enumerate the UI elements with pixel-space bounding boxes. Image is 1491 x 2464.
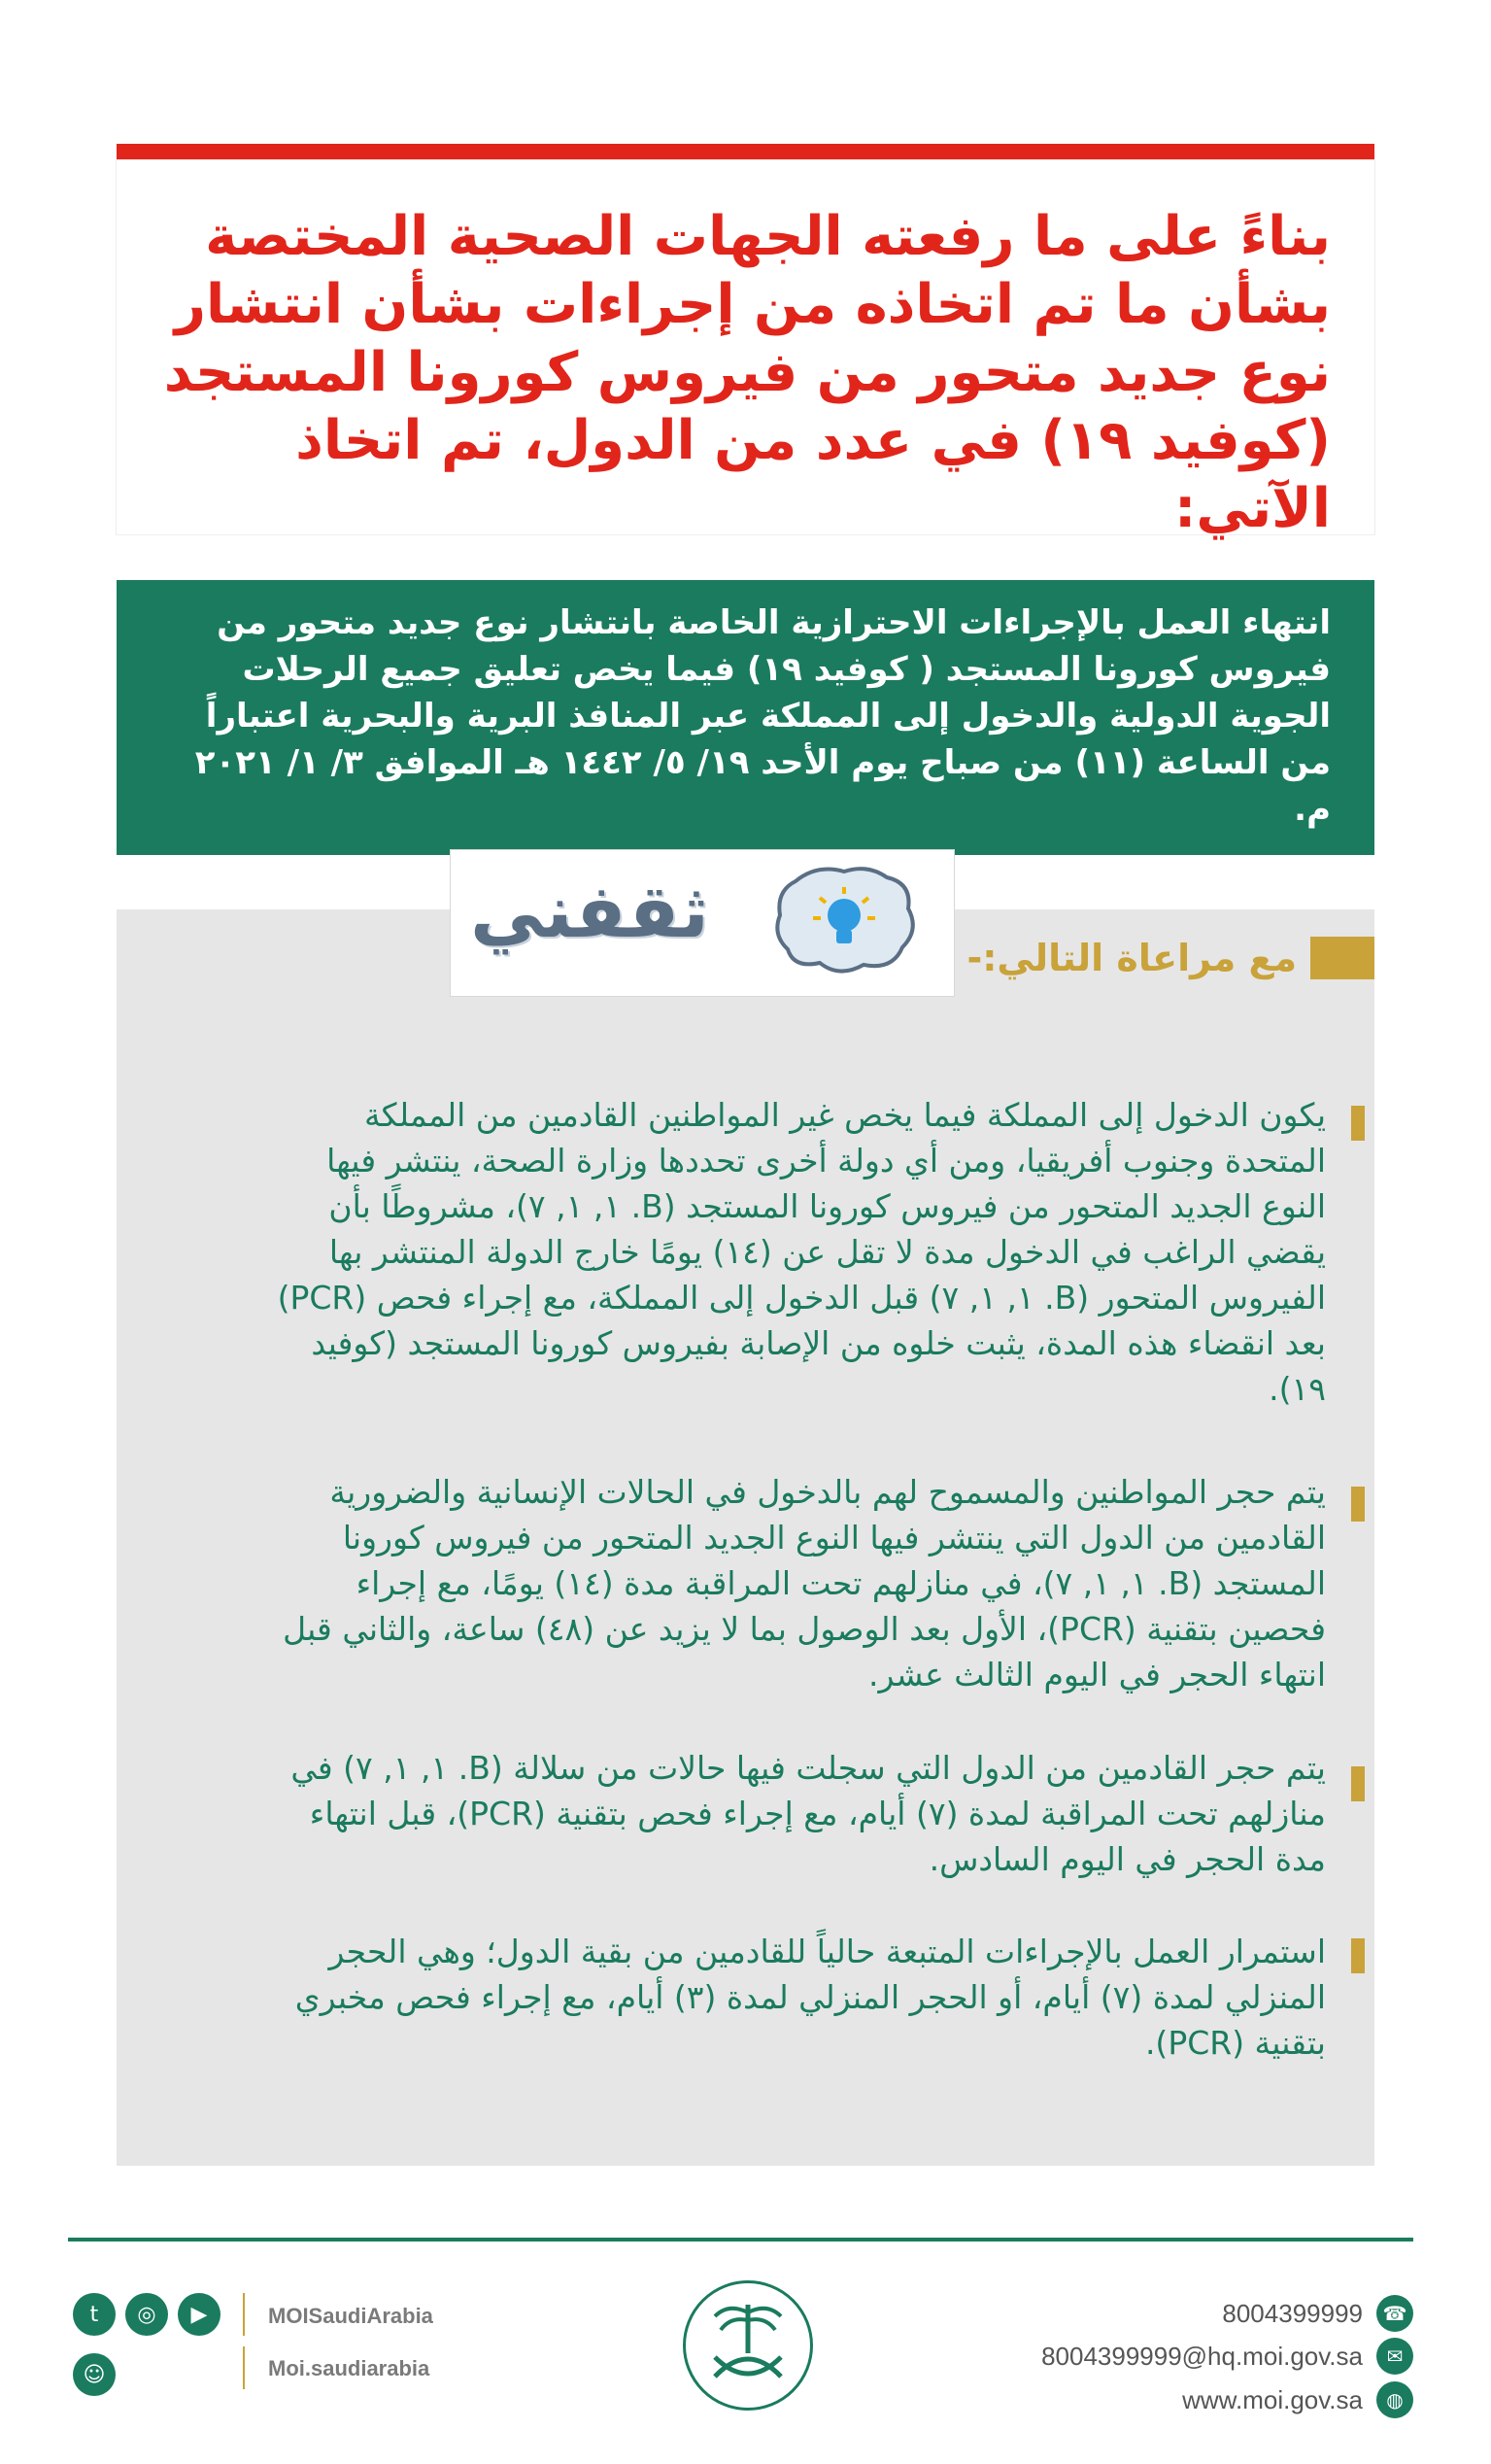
bullet-marker — [1351, 1106, 1365, 1141]
title-card — [117, 160, 1374, 540]
palm-swords-icon — [686, 2283, 810, 2408]
email-icon: ✉ — [1376, 2338, 1413, 2375]
page-title: بناءً على ما رفعته الجهات الصحية المختصة بشأن ما تم اتخاذه من إجراءات بشأن انتشار نوع جديد متحور من فيروس كورونا المستجد (كوفيد ١٩) في عدد من الدول، تم اتخاذ الآتي: — [163, 205, 1331, 540]
social-handle-snapchat[interactable]: Moi.saudiarabia — [268, 2356, 430, 2380]
bullet-item: استمرار العمل بالإجراءات المتبعة حالياً للقادمين من بقية الدول؛ وهي الحجر المنزلي لمدة (٧) أيام، أو الحجر المنزلي لمدة (٣) أيام، مع إجراء فحص مخبري بتقنية (PCR). — [294, 1933, 1326, 2062]
bullet-item: يتم حجر المواطنين والمسموح لهم بالدخول في الحالات الإنسانية والضرورية القادمين من الدول التي ينتشر فيها النوع الجديد المتحور من فيروس كورونا المستجد (B. ١, ١, ٧)، في منازلهم تحت المراقبة مدة (١٤) يومًا، مع إجراء فحصين بتقنية (PCR)، الأول بعد الوصول بما لا يزيد عن (٤٨) ساعة، والثاني قبل انتهاء الحجر في اليوم الثالث عشر. — [283, 1473, 1326, 1694]
announcement-text: انتهاء العمل بالإجراءات الاحترازية الخاصة بانتشار نوع جديد متحور من فيروس كورونا المستجد ( كوفيد ١٩) فيما يخص تعليق جميع الرحلات الجوية الدولية والدخول إلى المملكة عبر المنافذ البرية والبحرية اعتباراً من الساعة (١١) من صباح يوم الأحد ١٩/ ٥/ ١٤٤٢ هـ الموافق ٣/ ١/ ٢٠٢١ م. — [194, 603, 1331, 829]
twitter-icon[interactable]: t — [73, 2293, 116, 2336]
divider — [243, 2346, 245, 2389]
phone-number[interactable]: 8004399999 — [1222, 2298, 1363, 2328]
website-url[interactable]: www.moi.gov.sa — [1182, 2384, 1363, 2414]
announcement-banner — [117, 580, 1374, 855]
contact-email[interactable] — [1041, 2338, 1413, 2375]
social-handle-main[interactable]: MOISaudiArabia — [268, 2304, 433, 2328]
globe-icon: ◍ — [1376, 2381, 1413, 2418]
lightbulb-icon — [766, 862, 922, 980]
social-links — [73, 2293, 248, 2413]
phone-icon: ☎ — [1376, 2295, 1413, 2332]
contact-phone[interactable] — [1222, 2295, 1413, 2332]
bullet-marker — [1351, 1766, 1365, 1801]
footer-divider — [68, 2238, 1413, 2242]
section-heading — [966, 931, 1374, 985]
top-red-bar — [117, 144, 1374, 160]
youtube-icon[interactable]: ▶ — [178, 2293, 220, 2336]
bullet-item: يكون الدخول إلى المملكة فيما يخص غير المواطنين القادمين من المملكة المتحدة وجنوب أفريقيا، ومن أي دولة أخرى تحددها وزارة الصحة، ينتشر فيها النوع الجديد المتحور من فيروس كورونا المستجد (B. ١, ١, ٧)، مشروطًا بأن يقضي الراغب في الدخول مدة لا تقل عن (١٤) يومًا خارج الدولة المنتشر بها الفيروس المتحور (B. ١, ١, ٧) قبل الدخول إلى المملكة، مع إجراء فحص (PCR) بعد انقضاء هذه المدة، يثبت خلوه من الإصابة بفيروس كورونا المستجد (كوفيد ١٩). — [277, 1096, 1326, 1408]
bullet-marker — [1351, 1938, 1365, 1973]
divider — [243, 2293, 245, 2336]
section-tab-marker — [1310, 937, 1374, 979]
instagram-icon[interactable]: ◎ — [125, 2293, 168, 2336]
ministry-emblem — [683, 2280, 813, 2411]
snapchat-icon[interactable]: ☺ — [73, 2353, 116, 2396]
email-address[interactable]: 8004399999@hq.moi.gov.sa — [1041, 2341, 1363, 2371]
bullet-marker — [1351, 1487, 1365, 1522]
section-heading-text: مع مراعاة التالي:- — [966, 937, 1297, 979]
contact-website[interactable] — [1182, 2381, 1413, 2418]
watermark-text: ثقفني — [470, 868, 709, 954]
bullet-item: يتم حجر القادمين من الدول التي سجلت فيها حالات من سلالة (B. ١, ١, ٧) في منازلهم تحت المراقبة لمدة (٧) أيام، مع إجراء فحص بتقنية (PCR)، قبل انتهاء مدة الحجر في اليوم السادس. — [290, 1749, 1326, 1878]
watermark-logo — [451, 850, 954, 996]
